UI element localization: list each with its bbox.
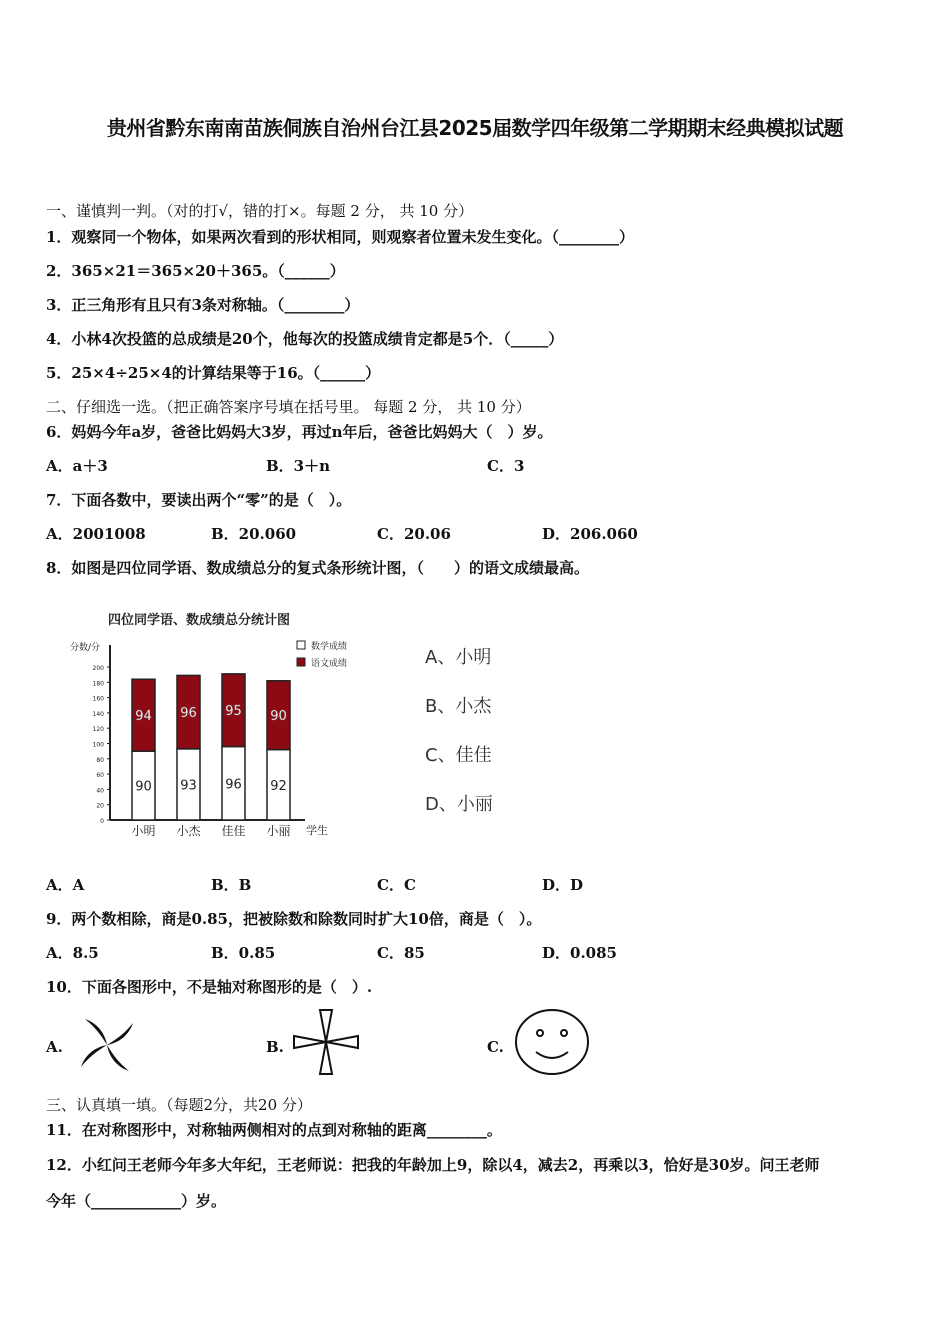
question-10: 10．下面各图形中，不是轴对称图形的是（ ）. [46, 978, 373, 996]
q9-option-c: C．85 [377, 944, 425, 962]
question-1: 1．观察同一个物体，如果两次看到的形状相同，则观察者位置未发生变化。（________） [46, 228, 634, 246]
question-6: 6．妈妈今年a岁，爸爸比妈妈大3岁，再过n年后，爸爸比妈妈大（ ）岁。 [46, 423, 553, 441]
x-tick-label: 佳佳 [221, 824, 246, 838]
y-tick-label: 180 [92, 680, 104, 688]
q6-option-c: C．3 [487, 457, 525, 475]
cross-figure [292, 1008, 360, 1076]
x-tick-label: 小明 [131, 824, 156, 838]
bar-chart [60, 600, 380, 850]
figure-option-b: B、小杰 [425, 696, 492, 717]
bar-label-math: 90 [135, 779, 152, 795]
q9-option-d: D．0.085 [542, 944, 617, 962]
section-2-heading: 二、仔细选一选。（把正确答案序号填在括号里。 每题 2 分， 共 10 分） [46, 398, 531, 416]
legend-label-math: 数学成绩 [311, 642, 348, 652]
figure-option-d: D、小丽 [425, 794, 493, 815]
y-tick-label: 160 [92, 695, 104, 703]
chart-title: 四位同学语、数成绩总分统计图 [108, 613, 291, 628]
q9-option-b: B．0.85 [211, 944, 276, 962]
q8-option-c: C．C [377, 876, 416, 894]
smiley-figure [512, 1008, 592, 1076]
bar-label-math: 92 [270, 778, 287, 794]
x-tick-label: 小杰 [176, 824, 201, 838]
legend-label-chinese: 语文成绩 [311, 659, 348, 669]
y-tick-label: 20 [96, 802, 104, 810]
bar-label-math: 93 [180, 778, 197, 794]
y-tick-label: 40 [96, 787, 104, 795]
question-4: 4．小林4次投篮的总成绩是20个，他每次的投篮成绩肯定都是5个．（_____） [46, 330, 564, 348]
pinwheel-figure [72, 1012, 142, 1078]
figure-option-c: C、佳佳 [425, 745, 492, 766]
bar-label-chinese: 96 [180, 706, 197, 722]
q7-option-d: D．206.060 [542, 525, 638, 543]
y-tick-label: 0 [100, 818, 104, 825]
section-1-heading: 一、谨慎判一判。（对的打√，错的打×。每题 2 分， 共 10 分） [46, 202, 474, 220]
q9-option-a: A．8.5 [46, 944, 99, 962]
q8-option-d: D．D [542, 876, 584, 894]
page-title: 贵州省黔东南南苗族侗族自治州台江县2025届数学四年级第二学期期末经典模拟试题 [106, 116, 844, 140]
question-11: 11．在对称图形中，对称轴两侧相对的点到对称轴的距离________。 [46, 1121, 502, 1139]
question-12-line-2: 今年（____________）岁。 [46, 1192, 227, 1210]
q6-option-a: A．a＋3 [46, 457, 108, 475]
question-5: 5．25×4÷25×4的计算结果等于16。（______） [46, 364, 381, 382]
bar-label-math: 96 [225, 777, 242, 793]
question-7: 7．下面各数中，要读出两个“零”的是（ ）。 [46, 491, 352, 509]
section-3-heading: 三、认真填一填。（每题2分，共20 分） [46, 1096, 312, 1114]
y-axis-label: 分数/分 [70, 643, 101, 653]
y-tick-label: 120 [92, 726, 104, 734]
bar-label-chinese: 90 [270, 709, 287, 725]
q7-option-a: A．2001008 [46, 525, 146, 543]
question-8: 8．如图是四位同学语、数成绩总分的复式条形统计图，（ ）的语文成绩最高。 [46, 559, 589, 577]
question-2: 2．365×21＝365×20＋365。（______） [46, 262, 345, 280]
figure-option-a: A、小明 [425, 647, 492, 668]
bar-label-chinese: 95 [225, 704, 242, 720]
y-tick-label: 100 [92, 741, 104, 749]
y-tick-label: 80 [96, 756, 104, 764]
q7-option-c: C．20.06 [377, 525, 451, 543]
question-9: 9．两个数相除，商是0.85，把被除数和除数同时扩大10倍，商是（ ）。 [46, 910, 542, 928]
x-tick-label: 小丽 [266, 824, 291, 838]
q10-option-b: B. [266, 1038, 284, 1056]
legend-swatch-math [297, 641, 305, 649]
legend-swatch-chinese [297, 658, 305, 666]
y-tick-label: 60 [96, 772, 104, 780]
q8-option-b: B．B [211, 876, 252, 894]
y-tick-label: 200 [92, 665, 104, 672]
question-3: 3．正三角形有且只有3条对称轴。（________） [46, 296, 360, 314]
q7-option-b: B．20.060 [211, 525, 297, 543]
bar-label-chinese: 94 [135, 709, 152, 725]
y-tick-label: 140 [92, 710, 104, 718]
q6-option-b: B．3＋n [266, 457, 331, 475]
q10-option-c: C. [487, 1038, 504, 1056]
q8-option-a: A．A [46, 876, 85, 894]
x-axis-label: 学生 [306, 824, 328, 837]
question-12-line-1: 12．小红问王老师今年多大年纪，王老师说：把我的年龄加上9，除以4，减去2，再乘以3，恰好是30岁。问王老师 [46, 1156, 820, 1174]
q10-option-a: A. [46, 1038, 63, 1056]
